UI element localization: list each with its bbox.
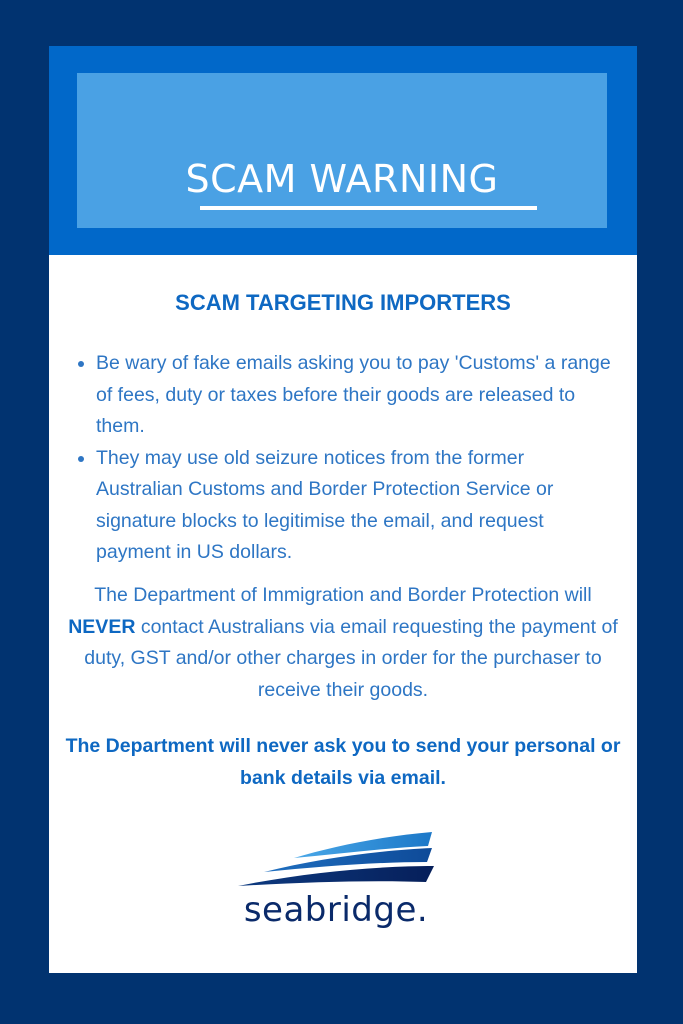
bullet-dot-icon	[78, 456, 84, 462]
notice-text-start: The Department of Immigration and Border Protection will	[94, 584, 592, 606]
ship-bow-icon	[236, 828, 436, 898]
warning-bullets	[96, 348, 611, 569]
seabridge-logo	[236, 828, 436, 940]
header-inner-panel	[77, 73, 607, 228]
scam-warning-card	[49, 46, 637, 973]
header-band	[49, 46, 637, 255]
bullet-text: Be wary of fake emails asking you to pay 'Customs' a range of fees, duty or taxes before their goods are released to them.	[96, 352, 611, 437]
bullet-dot-icon	[78, 361, 84, 367]
never-emphasis: NEVER	[68, 615, 136, 638]
page-title: SCAM WARNING	[185, 157, 499, 201]
privacy-notice: The Department will never ask you to send your personal or bank details via email.	[65, 735, 621, 789]
department-notice	[65, 580, 621, 706]
bullet-text: They may use old seizure notices from the former Australian Customs and Border Protection Service or signature blocks to legitimise the email, and request payment in US dollars.	[96, 446, 554, 563]
logo-wordmark: seabridge.	[243, 890, 429, 930]
title-underline	[200, 206, 537, 210]
bullet-item	[96, 348, 611, 443]
bullet-item	[96, 443, 611, 569]
notice-text-end: contact Australians via email requesting the payment of duty, GST and/or other charges in order for the purchaser to receive their goods.	[84, 615, 618, 701]
subtitle: SCAM TARGETING IMPORTERS	[175, 290, 511, 315]
